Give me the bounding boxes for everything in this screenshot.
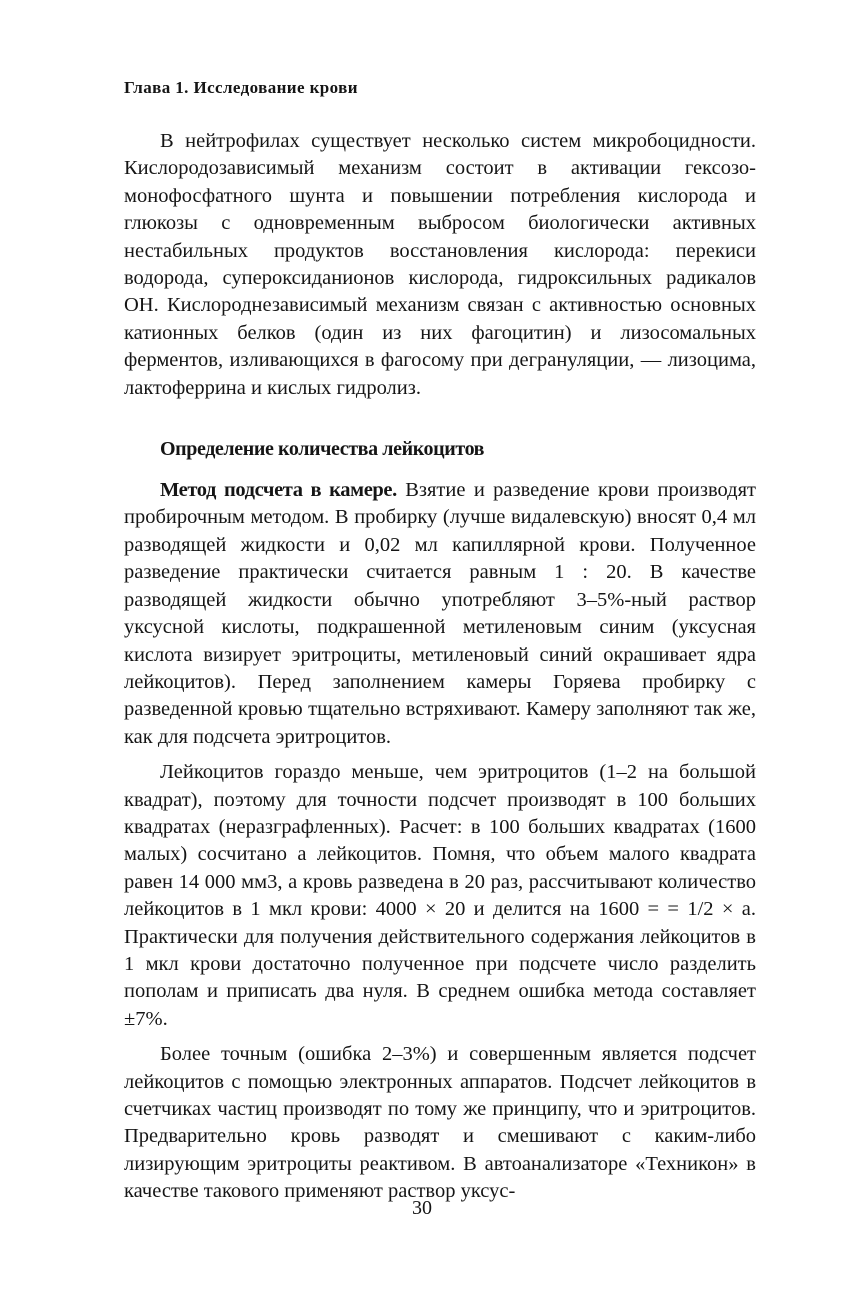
- paragraph-method-text: Взятие и разведение крови производят пробирочным методом. В пробирку (лучше видалевскую) вносят 0,4 мл разводящей жидкости и 0,02 мл капиллярной крови. Полученное разведение практически считается равным 1 : 20. В качестве разводящей жидкости обычно употребляют 3–5%-ный раствор уксусной кислоты, подкрашенной метиленовым синим (уксусная кислота визирует эритроциты, метиленовый синий окрашивает ядра лейкоцитов). Перед заполнением камеры Горяева пробирку с разведенной кровью тщательно встряхивают. Камеру заполняют так же, как для подсчета эритроцитов.: [124, 479, 757, 748]
- section-title: Определение количества лейкоцитов: [160, 438, 485, 461]
- paragraph-method: [124, 477, 756, 751]
- page-content: [124, 76, 756, 1206]
- paragraph-count: Лейкоцитов гораздо меньше, чем эритроцитов (1–2 на большой квадрат), поэтому для точности подсчет производят в 100 больших квадратах (неразграфленных). Расчет: в 100 больших квадратах (1600 малых) сосчитано а лейкоцитов. Помня, что объем малого квадрата равен 14 000 мм3, а кровь разведена в 20 раз, рассчитывают количество лейкоцитов в 1 мкл крови: 4000 × 20 и делится на 1600 = = 1/2 × а. Практически для получения действительного содержания лейкоцитов в 1 мкл крови достаточно полученное при подсчете число разделить пополам и приписать два нуля. В среднем ошибка метода составляет ±7%.: [124, 761, 756, 1030]
- running-head: Глава 1. Исследование крови: [124, 78, 358, 97]
- paragraph-neutrophils: В нейтрофилах существует несколько систем микробоцидности. Кислородозависимый механизм состоит в активации гексозо-монофосфатного шунта и повышении потребления кислорода и глюкозы с одновременным выбросом биологически активных нестабильных продуктов восстановления кислорода: перекиси водорода, супероксиданионов кислорода, гидроксильных радикалов ОН. Кислороднезависимый механизм связан с активностью основных катионных белков (один из них фагоцитин) и лизосомальных ферментов, изливающихся в фагосому при дегрануляции, — лизоцима, лактоферрина и кислых гидролиз.: [124, 130, 756, 399]
- method-runin-heading: Метод подсчета в камере.: [160, 479, 397, 502]
- page-number: 30: [412, 1197, 432, 1219]
- paragraph-devices: Более точным (ошибка 2–3%) и совершенным является подсчет лейкоцитов с помощью электронных аппаратов. Подсчет лейкоцитов в счетчиках частиц производят по тому же принципу, что и эритроцитов. Предварительно кровь разводят и смешивают с каким-либо лизирующим эритроциты реактивом. В автоанализаторе «Техникон» в качестве такового применяют раствор уксус-: [124, 1043, 756, 1203]
